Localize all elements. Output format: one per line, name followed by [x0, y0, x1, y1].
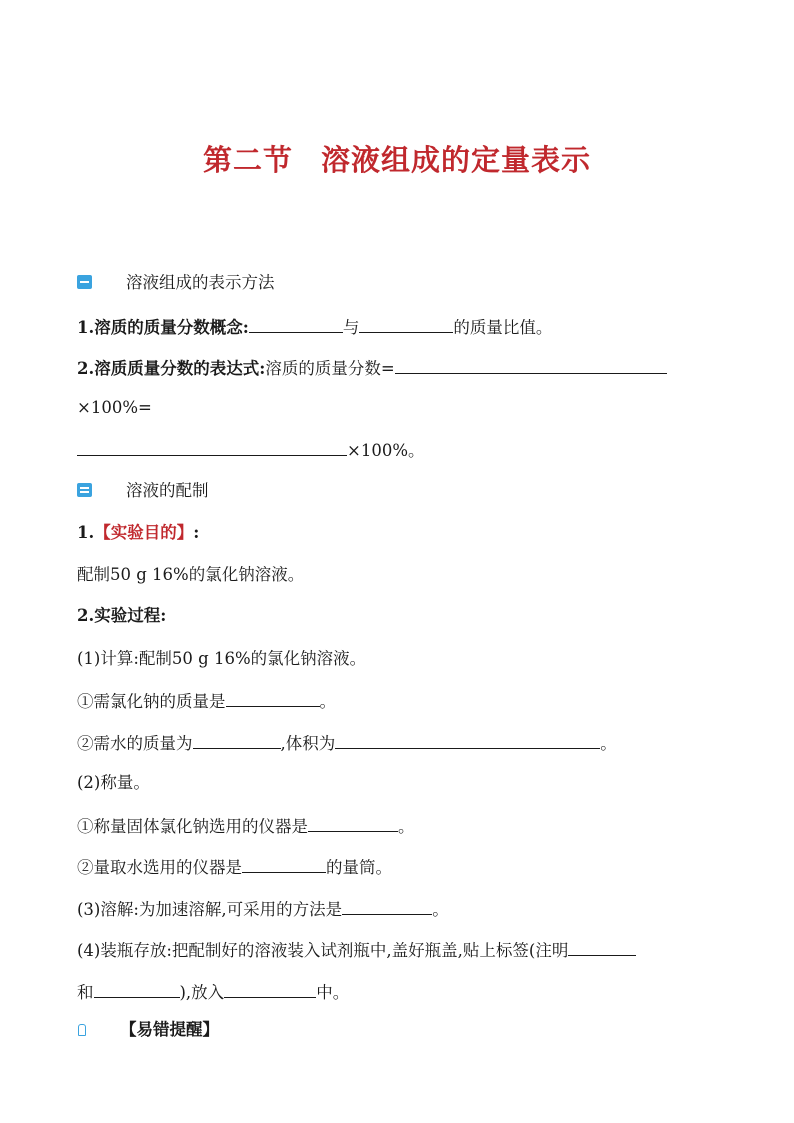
step-store-end: 中。: [316, 983, 350, 1002]
section1-heading-text: 溶液组成的表示方法: [126, 273, 275, 292]
question-nacl-mass-text: ①需氯化钠的质量是: [77, 692, 226, 711]
formula-text: 溶质的质量分数=: [265, 359, 395, 378]
blank-solute[interactable]: [249, 315, 343, 333]
aim-colon: :: [193, 523, 200, 542]
step-store-line2: [77, 980, 349, 1004]
blank-balance[interactable]: [308, 814, 398, 832]
question-water: [77, 731, 617, 755]
blank-water-volume[interactable]: [335, 731, 600, 749]
process-heading: 2.实验过程:: [77, 606, 167, 625]
formula-line: [77, 356, 667, 380]
formula-label: 2.溶质质量分数的表达式:: [77, 359, 266, 378]
definition-label: 1.溶质的质量分数概念:: [77, 318, 249, 337]
definition-line: [77, 315, 552, 339]
step-store-and: 和: [77, 983, 94, 1002]
formula-line-2: [77, 397, 152, 419]
question-balance-end: 。: [398, 817, 415, 836]
step-dissolve-end: 。: [432, 900, 449, 919]
blank-storage-place[interactable]: [224, 980, 316, 998]
aim-content: 配制50 g 16%的氯化钠溶液。: [77, 565, 305, 584]
section1-heading: [77, 272, 275, 294]
step-store: [77, 938, 636, 962]
blank-solution[interactable]: [359, 315, 453, 333]
question-balance-text: ①称量固体氯化钠选用的仪器是: [77, 817, 308, 836]
step-dissolve: [77, 897, 449, 921]
question-water-text: ②需水的质量为: [77, 734, 193, 753]
blank-nacl-mass[interactable]: [226, 689, 320, 707]
blank-formula-2[interactable]: [77, 438, 347, 456]
step-store-mid: ),放入: [179, 983, 225, 1002]
title-topic: 溶液组成的定量表示: [321, 143, 592, 177]
formula-line-3: [77, 438, 425, 462]
question-nacl-mass: [77, 689, 336, 713]
formula-line-2-text: ×100%=: [77, 398, 152, 417]
step-weigh: (2)称量。: [77, 773, 150, 792]
section2-heading-text: 溶液的配制: [126, 481, 209, 500]
tip-heading: [77, 1019, 219, 1041]
step-store-text: (4)装瓶存放:把配制好的溶液装入试剂瓶中,盖好瓶盖,贴上标签(注明: [77, 941, 569, 960]
formula-line-3-suffix: ×100%。: [347, 441, 425, 460]
lightbulb-icon: [78, 1024, 86, 1036]
section-two-icon: [77, 483, 92, 497]
aim-heading: [77, 522, 199, 544]
aim-label: 【实验目的】: [94, 523, 194, 542]
blank-label-name[interactable]: [568, 938, 636, 956]
aim-number: 1.: [77, 523, 95, 542]
question-cylinder-end: 的量筒。: [326, 858, 392, 877]
title-section-number: 第二节: [202, 143, 293, 177]
step-calculate: (1)计算:配制50 g 16%的氯化钠溶液。: [77, 649, 367, 668]
definition-suffix: 的质量比值。: [453, 318, 553, 337]
tip-heading-text: 【易错提醒】: [120, 1020, 219, 1039]
page-title: [0, 138, 794, 179]
question-water-mid: ,体积为: [280, 734, 336, 753]
step-dissolve-text: (3)溶解:为加速溶解,可采用的方法是: [77, 900, 343, 919]
blank-dissolve-method[interactable]: [342, 897, 432, 915]
blank-cylinder[interactable]: [242, 855, 326, 873]
question-cylinder: [77, 855, 392, 879]
definition-connector: 与: [342, 318, 360, 337]
blank-water-mass[interactable]: [193, 731, 281, 749]
question-nacl-mass-end: 。: [319, 692, 336, 711]
section-one-icon: [77, 275, 92, 289]
question-balance: [77, 814, 415, 838]
question-water-end: 。: [600, 734, 617, 753]
question-cylinder-text: ②量取水选用的仪器是: [77, 858, 242, 877]
blank-formula-1[interactable]: [395, 356, 667, 374]
section2-heading: [77, 480, 209, 502]
blank-label-concentration[interactable]: [94, 980, 180, 998]
